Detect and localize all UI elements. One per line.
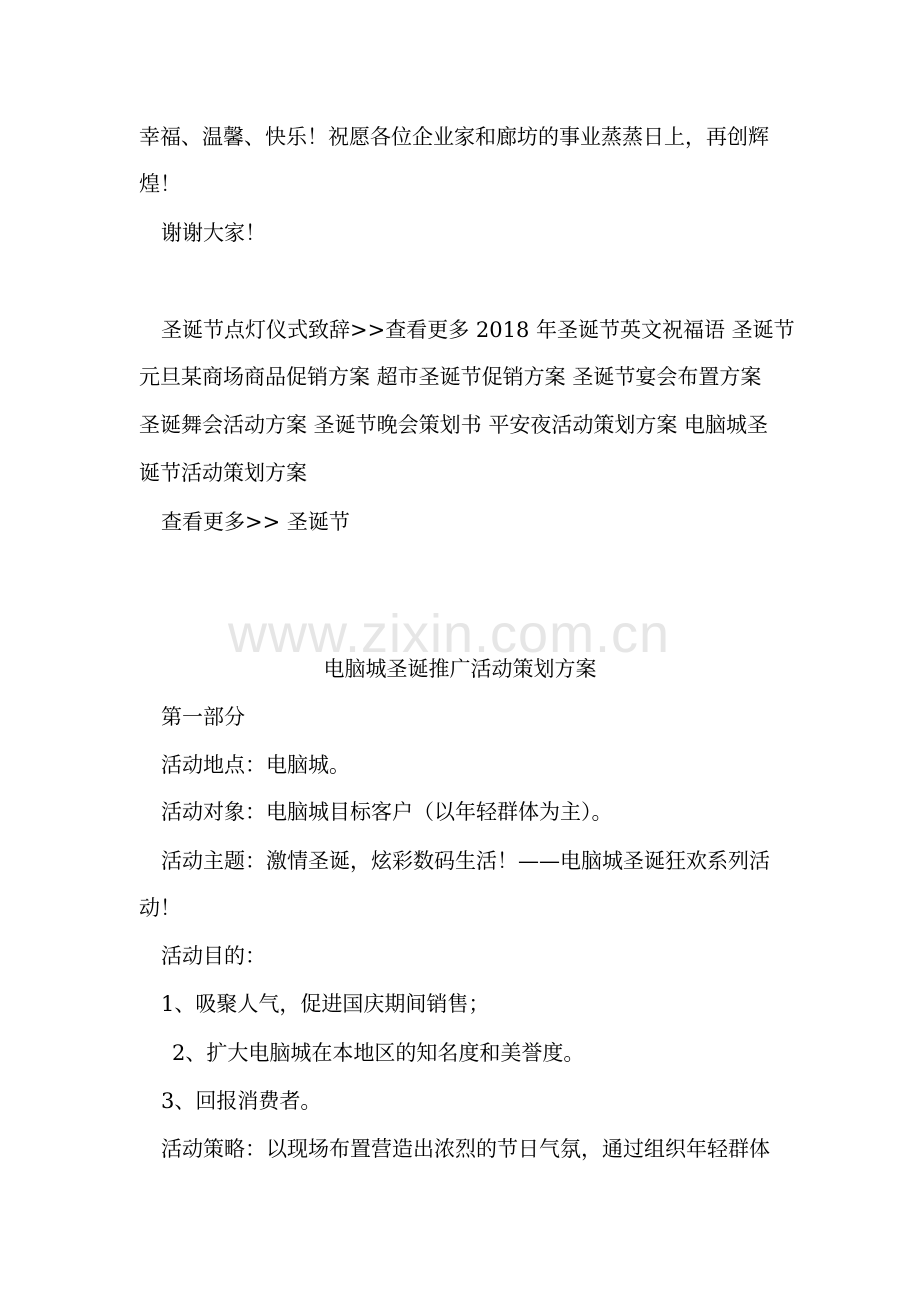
related-line-4[interactable]: 诞节活动策划方案 (139, 461, 307, 485)
intro-line-2: 煌！ (139, 172, 181, 196)
purpose-item: 3、回报消费者。 (161, 1089, 322, 1113)
purpose-heading: 活动目的： (161, 944, 266, 968)
related-line-3[interactable]: 圣诞舞会活动方案 圣诞节晚会策划书 平安夜活动策划方案 电脑城圣 (139, 413, 769, 437)
purpose-item: 1、吸聚人气，促进国庆期间销售； (161, 992, 490, 1016)
thanks-text: 谢谢大家！ (161, 221, 266, 245)
related-line-2[interactable]: 元旦某商场商品促销方案 超市圣诞节促销方案 圣诞节宴会布置方案 (139, 365, 762, 389)
activity-audience: 活动对象：电脑城目标客户（以年轻群体为主）。 (161, 800, 613, 824)
more-link[interactable]: 查看更多>> 圣诞节 (161, 510, 350, 534)
activity-location: 活动地点：电脑城。 (161, 753, 350, 777)
intro-line-1: 幸福、温馨、快乐！祝愿各位企业家和廊坊的事业蒸蒸日上，再创辉 (139, 125, 769, 149)
watermark: www.zixin.com.cn (228, 604, 671, 664)
activity-theme-line-1: 活动主题：激情圣诞，炫彩数码生活！——电脑城圣诞狂欢系列活 (161, 849, 770, 873)
page-title: 电脑城圣诞推广活动策划方案 (323, 657, 597, 681)
activity-strategy: 活动策略：以现场布置营造出浓烈的节日气氛，通过组织年轻群体 (161, 1137, 770, 1161)
activity-theme-line-2: 动！ (139, 896, 181, 920)
part-heading: 第一部分 (161, 705, 245, 729)
related-line-1[interactable]: 圣诞节点灯仪式致辞>>查看更多 2018 年圣诞节英文祝福语 圣诞节 (161, 318, 795, 342)
purpose-item: 2、扩大电脑城在本地区的知名度和美誉度。 (172, 1041, 585, 1065)
